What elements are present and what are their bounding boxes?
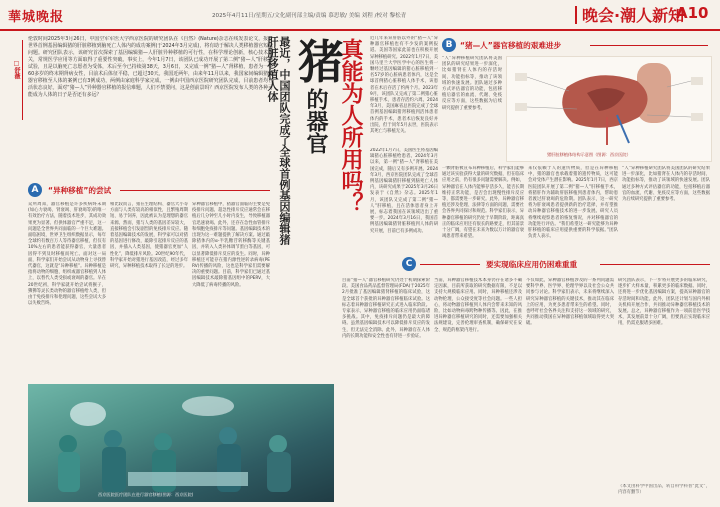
section-a-rule bbox=[120, 190, 270, 191]
headline-char-pig: 猪 bbox=[298, 35, 344, 89]
section-c-col3: 不仅如此，异种器官移植涉及的一系列问题需要科学界、医学界、伦理学界以及社会公众共同参与讨论。科学家们表示，未来将继续深入研究异种器官移植的关键技术，推动其在临床上的应用，为更多患者带来生的希望。同时，也呼吁社会各界关注和支持这一领域的研究，共同推动我国在异种器官移植领域取得更大突破。 bbox=[526, 278, 614, 327]
section-c-rule-left bbox=[420, 264, 480, 265]
headline-organ: 的器官 bbox=[303, 88, 329, 154]
section-b-title: “猪—人”器官移植的艰难进步 bbox=[460, 41, 562, 50]
section-c-col4: 研究团队表示，下一步将开展更多的临床研究，逐步扩大样本量，积累更多的临床数据。同时，还将进一步优化基因编辑方案，提高异种器官的存活时间和功能。此外，团队还计划与国内外相关机构开展合作，共同推动异种器官移植技术的发展。总之，异种器官移植作为一项前沿医学技术，其发展前景十分广阔，但要真正实现临床应用，仍需克服诸多困难。 bbox=[618, 278, 710, 327]
section-b-text-right: 来仅依赖于人的遗传物质，但是在异种移植中，猪的器官也承载着猪的遗传物质，这可能会对受体产生潜在影响。2025年1月7日，西京医院团队开展了第二例“猪—人”肝移植手术，将猪肝作为辅助肝脏移植到患者体内，帮助患者渡过肝衰竭的危险期。团队表示，这一研究将为肝衰竭患者提供新的治疗选择，并有望推动异种器官移植技术的进一步发展。研究人员将继续观察患者的恢复情况，并对移植器官的功能进行评估。“我们希望这一研究能够为异种肝移植的临床应用提供重要的科学依据。”团队负责人表示。 bbox=[528, 166, 618, 240]
section-c-badge: C bbox=[402, 257, 416, 271]
diagram-caption: 猪肝脏移植体结构示意图（图源：西京医院） bbox=[547, 152, 631, 157]
section-c-col2: 当前，异种器官移植技术本身仍存在诸多不确定因素，目前所获取的研究数据有限，不足以支持大规模临床应用。同时，异种移植还涉及动物伦理、公众接受度等社会问题。一些人担心，将动物器官移植到人体内会带来未知的风险，比如动物病毒跨物种传播等。因此，在推进异种器官移植研究的同时，还需要加强相关法规建设，完善伦理审查机制，确保研究在安全、规范的框架内进行。 bbox=[434, 278, 522, 333]
headline-question: 真能为人所用吗？ bbox=[338, 38, 364, 214]
section-name: 晚会·潮人新知 bbox=[582, 6, 685, 25]
surgery-photo bbox=[28, 384, 334, 502]
section-c-title: 要实现临床应用仍困难重重 bbox=[486, 260, 578, 269]
section-a-badge: A bbox=[28, 183, 42, 197]
masthead bbox=[0, 0, 720, 30]
liver-diagram bbox=[506, 56, 712, 162]
section-a-col3: 异种器官移植中，猪器官面临的主要是免疫排斥问题。超急性排斥反应通常会在移植后几分钟至几小时内发生，导致移植器官迅速衰竭。此外，还存在急性血管排斥和细胞免疫排斥等问题。基因编辑技术的出现为这一难题提供了解决方案。通过敲除猪体内的α-半乳糖苷转移酶等关键基因，并转入人类补体调节蛋白等基因，可以显著降低排斥反应的发生。同时，异种移植还可能存在猪内源性逆转录病毒(PERV)传播的风险，这也是科学家们需要解决的重要问题。目前，科学家们已通过基因编辑技术敲除猪基因组中的PERV，大大降低了病毒传播的风险。 bbox=[192, 202, 270, 288]
photo-caption: 西京医院医疗团队在进行器官移植(图源：西京医院) bbox=[98, 492, 194, 497]
surgery-scene-illustration bbox=[28, 384, 334, 502]
section-a-title: “异种移植”的尝试 bbox=[48, 186, 112, 195]
middle-col1b: 2022年1月7日，美国医生将基因编辑猪心脏移植给患者。2024年3月以来，第一例“猪—人”肾移植在美国完成，随后又有多例开展。2024年3月，西京医院团队完成了全球首例基因编辑猪肝移植到脑死亡人体内，该研究成果于2025年3月26日发表于《自然》杂志。2025年1月，该团队又完成了第二例“猪—人”肝移植，且在活体患者身上开展，标志着我国在该领域迈出了重要一步。2024年3月16日，我国首例基因编辑猪肾脏移植到人体的研究开展，目前已有多例成功。 bbox=[370, 148, 438, 238]
section-b-badge: B bbox=[442, 38, 456, 52]
source-note: （本文由科学中国出品，转自科学科普“此文”，内容有删节） bbox=[618, 484, 710, 496]
headline-subtitle: 最近，中国团队完成了全球首例基因编辑猪肝脏移植人体 bbox=[266, 36, 291, 245]
dateline: 2025年4月11日/星期五/文化副刊部主编/责编 慕思敏/ 美编 刘程 /校对 黎松青 bbox=[212, 13, 407, 19]
section-c-rule-right bbox=[600, 264, 710, 265]
section-divider bbox=[575, 6, 577, 24]
intro-rule bbox=[22, 40, 23, 120]
section-c-col1: 目前“猪—人”器官移植研究仍处于初期探索阶段。美国食品药品监督管理局(FDA)于2025年2月批准了基因编辑猪肾移植的临床试验，这是全球首个获批的异种器官移植临床试验。这标志着异种器官移植研究正式进入临床阶段。专家表示，异种器官移植的临床应用仍面临诸多挑战。其中，免疫排斥问题仍是最大的障碍。虽然基因编辑技术可以降低排斥反应的发生，但无法完全消除。此外，异种器官在人体内的长期功能和安全性也有待进一步验证。 bbox=[342, 278, 430, 339]
liver-anatomy-illustration bbox=[507, 57, 711, 151]
intro-text: 伦敦时间2025年3月26日，中国空军军医大学西京医院的研究团队在《自然》(Nature)杂志在线发表论文，报告世界首例基因编辑猪的肝脏移植到脑死亡人体内的成功案例(于2024年3月完成)，将有助于解决人类移植器官短缺问题。研究团队表示，该研究首次探索了基因编辑猪—人肝脏异种移植的可行性，在科学理论创新，核心技术攻关，常规医学应用等方面取得了重要性突破。事实上，今年1月7日，该团队已成功开展了第二例“猪—人”肝移植试验，且是以脑死亡志愿者为受体，术后至今已持续第38天，3月6日，又完成一例“猪—人”肾移植，患者为一位60多岁的终末期肾病女性，目前术后体征平稳，已超过30天。我国近两年，由来年11月以来，我国家间编辑猪的器官移植至人体的案例已有3例成功，两例由家庭科学家完成，一例由中国西京医院研究团队完成，目前患者均存活状态良好。面对“猪—人”异种器官移植的报信难题，人们不禁要问，这是创前景吗？西京医院发布人类的各种可能成为人体的日子是否还有多远？ bbox=[28, 36, 273, 98]
section-a-col1: 众所周知，器官移植是许多疾病终末期(如心力衰竭、肾衰竭、肝衰竭等)的唯一有效治疗方法，随着技术进步，其成功效果更为显著。但供体器官严重不足，这一问题是全世界共同面临的一个巨大难题。面临困境，世界卫生组织数据显示，每年全球约有数百万人等待器官移植，但仅有10%左右的患者能获得器官，大量患者因得不到及时移植而死亡。面对这一局面，科学家们开始尝试从动物身上寻找替代器官，这就是“异种移植”。异种移植是指将动物的细胞、组织或器官移植到人体上，以替代人类受损或衰竭的器官。早在20世纪初，科学家就开始尝试将猴子、狒狒等灵长类动物的器官移植给人类，但由于免疫排斥和伦理问题，这些尝试大多以失败告终。 bbox=[28, 202, 106, 307]
section-b-text-extra: “人”异种移植研究团队将美国团队的研究结果进一步深化，比如猪肾在人体内的存活时间、功能指标等，推动了该领域的快速发展。团队通过多种方式评估器官的功能，包括移植后器官的血流、代谢、免疫反应等方面，这些数据为后续研究提供了重要参考。 bbox=[622, 166, 710, 203]
page-number: A10 bbox=[676, 4, 709, 22]
middle-col1: 近几年来异肝脏以外的“猪—人”异种器官移植也有不少发的案例报道。美国等国家此前也在积极开展异种移植研究。2022年1月7日，美国马里兰大学医学中心的医生将一颗经过基因编辑的猪心脏移植到一名57岁的心脏病患者体内，这是全球首例猪心脏移植人体手术，该患者在术后存活了约两个月。2023年9月，该团队又完成了第二例猪心脏移植手术，患者存活约六周。2024年3月，美国麻省总医院完成了全球首例基因编辑猪肾移植到活体患者体内的手术，患者术后恢复良好并出院，但于同年5月去世，医院表示其死亡与移植无关。 bbox=[370, 36, 438, 135]
section-b-rule bbox=[590, 45, 708, 46]
author-tag: □舒薇 bbox=[13, 60, 20, 79]
section-a-col2: 相比较而言，猪在生理结构、器官大小等方面与人类有较高的相似性，且繁殖周期短、易于饲养，因此被认为是理想的器官来源。然而，猪与人类的基因差异较大，直接移植会引发剧烈的免疫排斥反应。随着基因编辑技术的发展，科学家可以对猪的基因进行修改，敲除引起排斥反应的基因，并插入人类基因，使猪器官更加“人性化”，降低排斥风险。20世纪90年代，科学家开始对猪进行基因改造，经过多年研究，异种移植技术取得了长足的进步。 bbox=[110, 202, 188, 270]
header-rule bbox=[0, 29, 720, 31]
section-b-text-left: 一颗肾脏被宣布异种移植后，科学家们能够通过该实验获得大量的研究数据，但在临床应用之前，仍有很多问题需要解决。例如，异种器官在人体内能够存活多久，能否长期维持正常功能，是否会出现慢性排斥反应等，都需要进一步研究。此外，异种器官移植还涉及伦理、法律等方面的问题，需要社会各界共同探讨和规范。科学家们表示，异种器官移植的研究仍处于早期阶段，距离真正的临床应用还有很长的路要走，但其前景十分广阔，有望在未来为数以万计的器官衰竭患者带来希望。 bbox=[442, 166, 524, 240]
newspaper-logo: 華城晚报 bbox=[8, 10, 65, 25]
section-b-text-top: “人”异种移植研究团队将美国团队的研究结果进一步深化，比如猪肾在人体内的存活时间、功能指标等，推动了该领域的快速发展。团队通过多种方式评估器官的功能，包括移植后器官的血流、代谢、免疫反应等方面，这些数据为后续研究提供了重要参考。 bbox=[442, 56, 502, 111]
